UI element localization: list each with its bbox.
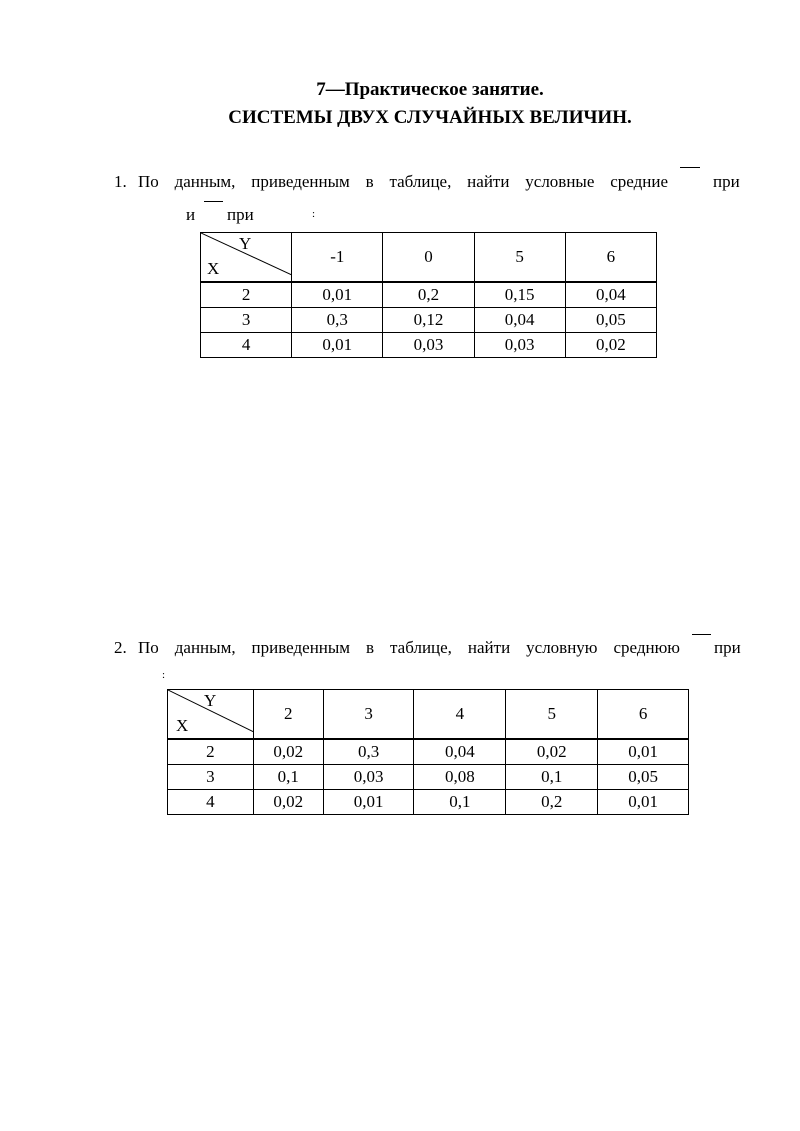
table-cell: 0,01 (598, 790, 689, 815)
table-header-row (168, 690, 689, 740)
table-cell: 0,05 (565, 308, 656, 333)
table-cell: 0,02 (253, 790, 323, 815)
corner-x-label: X (207, 259, 220, 278)
table-cell: 0,02 (506, 739, 598, 765)
table-corner-cell (201, 233, 292, 283)
table-header-row (201, 233, 657, 283)
table-row (201, 333, 657, 358)
problem1-pri-2: при (227, 205, 254, 224)
table-cell: 0,04 (414, 739, 506, 765)
problem1-text: По данным, приведенным в таблице, найти условные средние (138, 172, 668, 191)
table-cell: 0,04 (565, 282, 656, 308)
row-header: 4 (168, 790, 254, 815)
table-column-header: 6 (565, 233, 656, 283)
table-cell: 0,08 (414, 765, 506, 790)
row-header: 2 (201, 282, 292, 308)
table-cell: 0,3 (292, 308, 383, 333)
table-row (168, 790, 689, 815)
problem1-colon: : (312, 208, 316, 220)
corner-x-label: X (176, 716, 189, 735)
table-cell: 0,12 (383, 308, 474, 333)
table-cell: 0,01 (292, 333, 383, 358)
table-column-header: -1 (292, 233, 383, 283)
table-cell: 0,3 (323, 739, 414, 765)
table-cell: 0,02 (565, 333, 656, 358)
problem2-overline (692, 634, 711, 635)
row-header: 3 (168, 765, 254, 790)
table-cell: 0,1 (253, 765, 323, 790)
table-column-header: 2 (253, 690, 323, 740)
table-cell: 0,01 (598, 739, 689, 765)
corner-y-label: Y (239, 234, 252, 253)
table-column-header: 6 (598, 690, 689, 740)
problem1-table (200, 232, 657, 358)
problem1-number: 1. (114, 172, 127, 191)
problem2-number: 2. (114, 638, 127, 657)
table-column-header: 5 (474, 233, 565, 283)
page-subtitle: СИСТЕМЫ ДВУХ СЛУЧАЙНЫХ ВЕЛИЧИН. (228, 107, 632, 128)
problem1-and: и (186, 205, 196, 224)
corner-y-label: Y (204, 691, 217, 710)
row-header: 2 (168, 739, 254, 765)
table-column-header: 0 (383, 233, 474, 283)
table-cell: 0,02 (253, 739, 323, 765)
row-header: 4 (201, 333, 292, 358)
table-cell: 0,03 (323, 765, 414, 790)
table-column-header: 4 (414, 690, 506, 740)
table-column-header: 3 (323, 690, 414, 740)
row-header: 3 (201, 308, 292, 333)
problem2-table (167, 689, 689, 815)
table-row (168, 765, 689, 790)
table-cell: 0,2 (383, 282, 474, 308)
table-cell: 0,05 (598, 765, 689, 790)
table-row (201, 308, 657, 333)
table-row (201, 282, 657, 308)
table-cell: 0,1 (414, 790, 506, 815)
problem1-overline-2 (204, 201, 223, 202)
table-cell: 0,04 (474, 308, 565, 333)
problem2-colon: : (162, 669, 166, 681)
table-cell: 0,01 (323, 790, 414, 815)
problem1-overline-1 (680, 167, 700, 168)
problem1-pri: при (713, 172, 740, 191)
table-cell: 0,01 (292, 282, 383, 308)
table-cell: 0,1 (506, 765, 598, 790)
page-title: 7—Практическое занятие. (316, 79, 544, 100)
problem2-text: По данным, приведенным в таблице, найти условную среднюю (138, 638, 680, 657)
table-cell: 0,03 (383, 333, 474, 358)
table-row (168, 739, 689, 765)
table-corner-cell (168, 690, 254, 740)
table-cell: 0,2 (506, 790, 598, 815)
table-cell: 0,15 (474, 282, 565, 308)
table-column-header: 5 (506, 690, 598, 740)
problem2-pri: при (714, 638, 741, 657)
table-cell: 0,03 (474, 333, 565, 358)
